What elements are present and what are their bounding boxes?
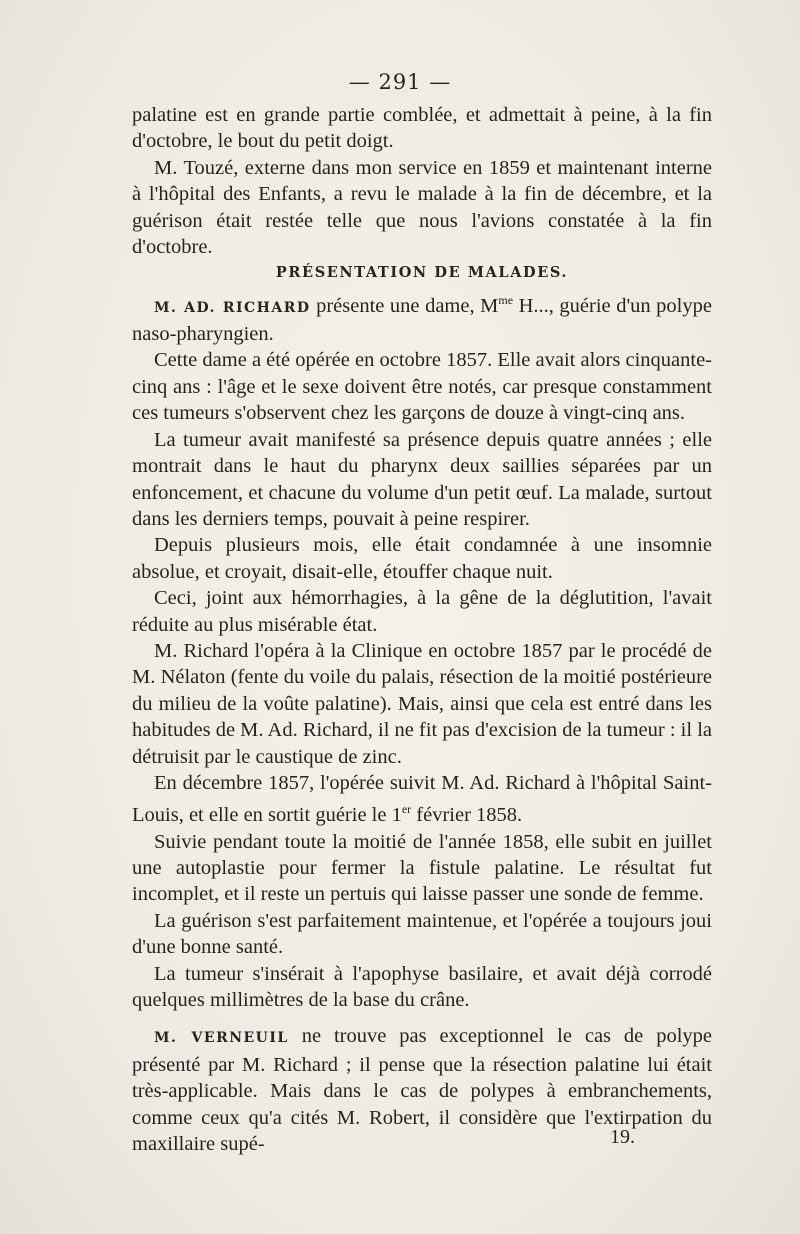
paragraph: La tumeur avait manifesté sa présence depuis quatre années ; elle montrait dans le haut du pharynx deux saillies séparées par un enfoncement, et chacune du volume d'un petit œuf. La malade, surtout dans les derniers temps, pouvait à peine respirer. [132,428,712,530]
paragraph-december [132,770,712,829]
paragraph-text: présente une dame, M [310,294,499,317]
paragraph: La guérison s'est parfaitement maintenue, et l'opérée a toujours joui d'une bonne santé. [132,909,712,959]
page-number: — 291 — [348,70,452,94]
paragraph: Suivie pendant toute la moitié de l'année 1858, elle subit en juillet une autoplastie pour fermer la fistule palatine. Le résultat fut incomplet, et il reste un pertuis qui laisse passer une sonde de femme. [132,830,712,906]
paragraph: Depuis plusieurs mois, elle était condamnée à une insomnie absolue, et croyait, disait-elle, étouffer chaque nuit. [132,534,712,583]
paragraph: Ceci, joint aux hémorrhagies, à la gêne de la déglutition, l'avait réduite au plus misérable état. [132,587,712,636]
paragraph-text: En décembre 1857, l'opérée suivit M. Ad. Richard à l'hôpital Saint-Louis, et elle en sortit guérie le 1 [132,771,712,827]
superscript: er [401,802,412,817]
paragraph: M. Touzé, externe dans mon service en 1859 et maintenant interne à l'hôpital des Enfants, a revu le malade à la fin de décembre, et la guérison était restée telle que nous l'avions constatée à la fin d'octobre. [132,156,712,259]
paragraph: M. Richard l'opéra à la Clinique en octobre 1857 par le procédé de M. Nélaton (fente du voile du palais, résection de la moitié postérieure du milieu de la voûte palatine). Mais, ainsi que cela est entré dans les habitudes de M. Ad. Richard, il ne fit pas d'excision de la tumeur : il la détruisit par le caustique de zinc. [132,639,712,768]
paragraph: La tumeur s'insérait à l'apophyse basilaire, et avait déjà corrodé quelques millimètres de la base du crâne. [132,962,712,1012]
section-title: PRÉSENTATION DE MALADES. [275,264,569,282]
speaker-name: M. VERNEUIL [154,1030,289,1047]
paragraph: Cette dame a été opérée en octobre 1857. Elle avait alors cinquante-cinq ans : l'âge et le sexe doivent être notés, car presque constamment ces tumeurs s'observent chez les garçons de douze à vingt-cinq ans. [132,349,712,425]
speaker-name: M. AD. RICHARD [154,299,311,316]
paragraph: palatine est en grande partie comblée, et admettait à peine, à la fin d'octobre, le bout du petit doigt. [132,104,712,153]
paragraph-richard [132,287,712,348]
paragraph-text: ne trouve pas exceptionnel le cas de polype présenté par M. Richard ; il pense que la résection palatine lui était très-applicable. Mais dans le cas de polypes à embranchements, comme ceux qu'a cités M. Robert, il considère que l'extirpation du maxillaire supé- [132,1025,712,1156]
signature-mark: 19. [610,1126,635,1148]
page-body [132,102,712,1158]
paragraph-text: H..., guérie d'un polype naso-pharyngien. [132,294,712,346]
superscript: me [498,292,514,307]
paragraph-text: février 1858. [411,804,523,827]
